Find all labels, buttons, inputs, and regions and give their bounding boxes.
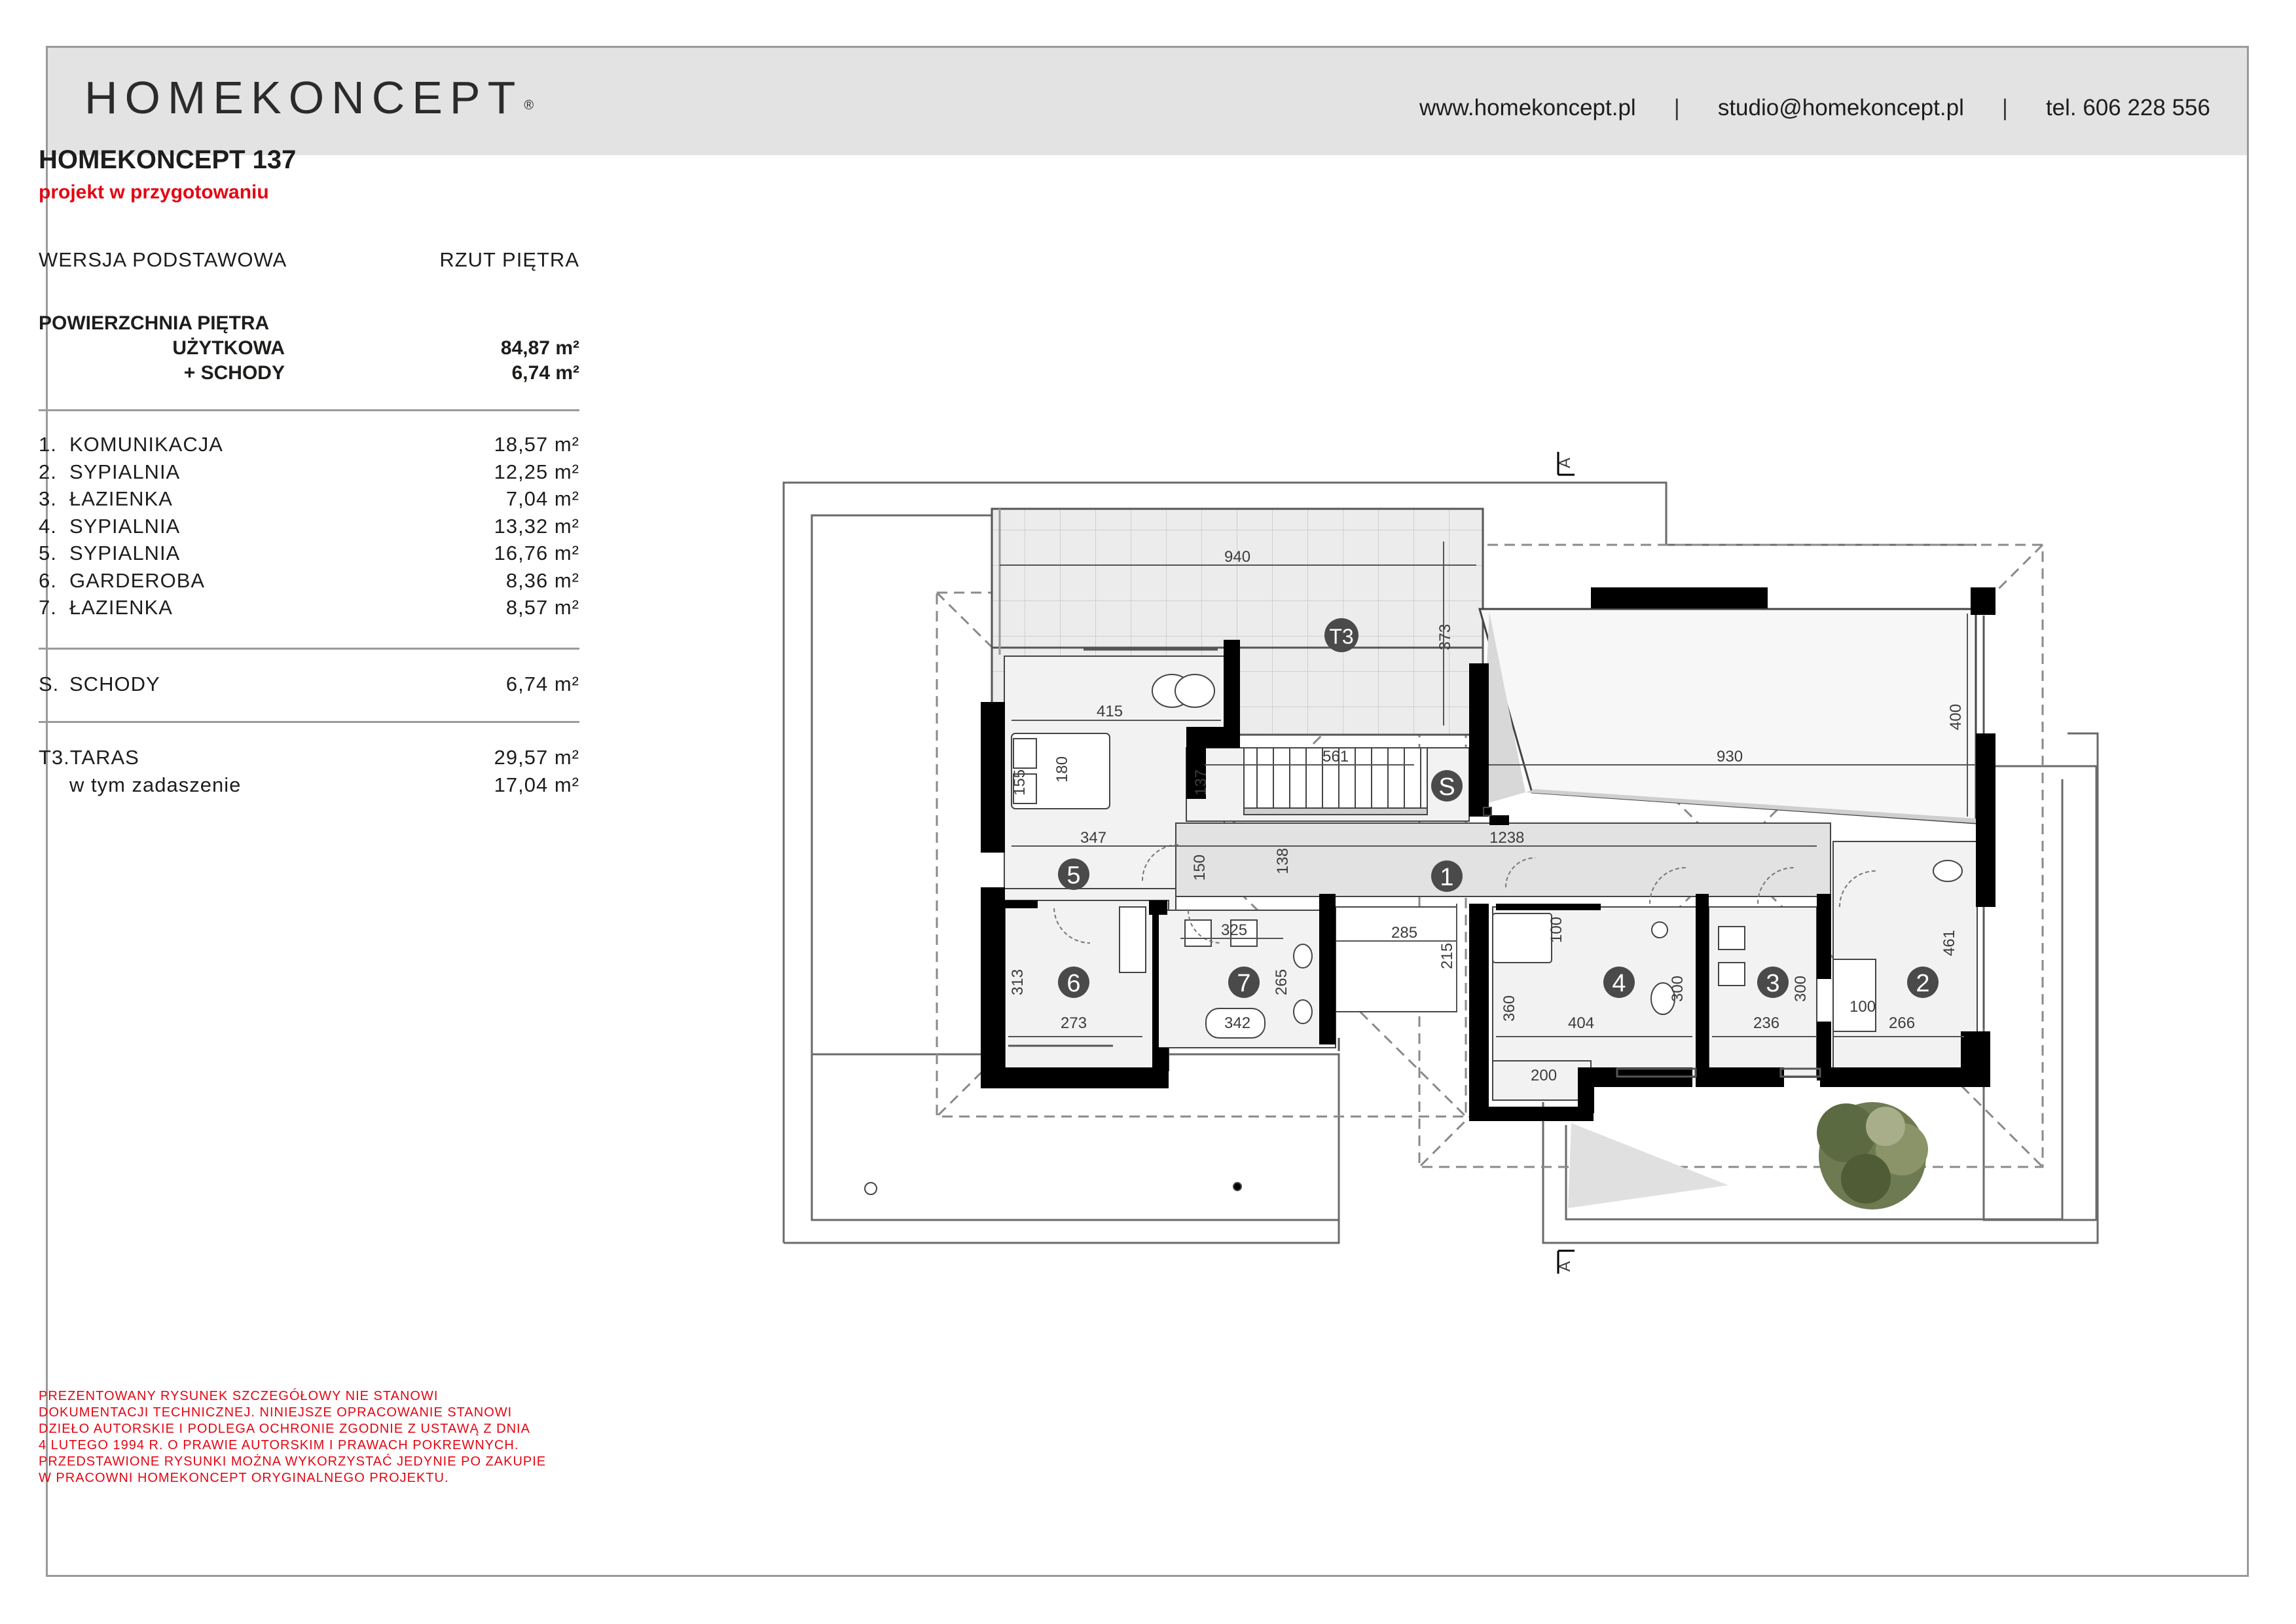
dimension-label: 300 [1792, 975, 1810, 1002]
badge-label: 6 [1066, 970, 1081, 997]
terrace-sub-area: 17,04 m² [494, 773, 579, 796]
room-number: 2. [39, 460, 57, 483]
dimension-label: 137 [1192, 769, 1210, 796]
badge-label: 1 [1440, 864, 1454, 891]
dimension-label: 300 [1669, 975, 1686, 1002]
dimension-label: 1238 [1489, 829, 1525, 847]
room-name: GARDEROBA [69, 568, 206, 592]
room-badge[interactable] [1431, 770, 1463, 802]
dimension-label: 155 [1011, 769, 1029, 796]
terrace-area: 29,57 m² [494, 746, 579, 769]
email-link[interactable]: studio@homekoncept.pl [1717, 95, 1964, 120]
usable-label: UŻYTKOWA [172, 337, 285, 359]
project-title: HOMEKONCEPT 137 [39, 145, 297, 174]
stairs-label: + SCHODY [183, 362, 285, 384]
room-name: ŁAZIENKA [69, 487, 173, 510]
dimension-label: 415 [1097, 703, 1123, 720]
terrace-label: T3.TARAS [39, 746, 139, 769]
badge-label: S [1438, 773, 1455, 801]
badge-label: 5 [1066, 862, 1081, 889]
room-number: 5. [39, 542, 57, 564]
dimension-label: 100 [1548, 916, 1565, 943]
dimension-label: 360 [1501, 995, 1518, 1022]
room-area: 16,76 m² [494, 542, 579, 564]
room-name: SYPIALNIA [69, 514, 181, 538]
room-badge[interactable] [1058, 967, 1089, 998]
room-area: 8,36 m² [505, 568, 579, 592]
dimension-label: 100 [1850, 998, 1876, 1016]
room-badge[interactable] [1058, 858, 1089, 890]
room-number: 4. [39, 514, 57, 538]
dimension-label: 561 [1322, 748, 1349, 766]
badge-label: 2 [1916, 970, 1930, 997]
room-area: 7,04 m² [505, 487, 579, 510]
badge-label: 4 [1612, 970, 1626, 997]
room-number: 7. [39, 596, 57, 619]
usable-value: 84,87 m² [500, 337, 579, 359]
dimension-label: 400 [1947, 703, 1965, 730]
dimension-label: 266 [1889, 1014, 1916, 1032]
registered-mark: ® [524, 98, 534, 113]
room-number: 3. [39, 487, 57, 510]
room-name: ŁAZIENKA [69, 596, 173, 619]
badge-label: T3 [1329, 625, 1354, 648]
dimension-label: 236 [1753, 1014, 1780, 1032]
area-heading: POWIERZCHNIA PIĘTRA [39, 312, 270, 334]
room-badge[interactable] [1431, 860, 1463, 892]
dimension-label: 273 [1061, 1014, 1087, 1032]
dimension-label: 138 [1274, 847, 1292, 874]
room-badge[interactable] [1324, 618, 1358, 652]
section-marker-top [1556, 452, 1575, 475]
dimension-label: 200 [1531, 1067, 1558, 1084]
room-area: 18,57 m² [494, 433, 579, 456]
badge-label: 3 [1766, 970, 1780, 997]
disclaimer-line: PREZENTOWANY RYSUNEK SZCZEGÓŁOWY NIE STANOWI [39, 1389, 439, 1403]
stairs-value: 6,74 m² [511, 362, 579, 384]
dimension-label: 215 [1438, 942, 1456, 969]
dimension-label: 342 [1224, 1014, 1251, 1032]
disclaimer-line: PRZEDSTAWIONE RYSUNKI MOŻNA WYKORZYSTAĆ JEDYNIE PO ZAKUPIE [39, 1454, 547, 1469]
section-label: A [1556, 1261, 1574, 1272]
badge-label: 7 [1237, 970, 1251, 997]
tree-icon [1817, 1102, 1928, 1209]
dimension-label: 313 [1009, 969, 1027, 995]
dimension-label: 285 [1391, 924, 1418, 942]
dimension-label: 373 [1436, 623, 1454, 650]
terrace-sub-label: w tym zadaszenie [69, 773, 242, 796]
disclaimer-line: 4 LUTEGO 1994 R. O PRAWIE AUTORSKIM I PRAWACH POKREWNYCH. [39, 1438, 519, 1452]
dimension-label: 265 [1273, 969, 1290, 995]
room-area: 12,25 m² [494, 460, 579, 483]
dimension-label: 325 [1221, 921, 1248, 939]
room-name: SYPIALNIA [69, 460, 181, 483]
room-number: 1. [39, 433, 57, 456]
section-marker-bottom [1556, 1251, 1575, 1274]
dimension-label: 150 [1191, 854, 1209, 881]
room-area: 13,32 m² [494, 514, 579, 538]
section-label: A [1556, 457, 1574, 468]
room-name: KOMUNIKACJA [69, 433, 223, 456]
dimension-label: 930 [1717, 748, 1743, 766]
phone-link[interactable]: tel. 606 228 556 [2045, 95, 2210, 120]
bed [1493, 913, 1552, 963]
logo-text: HOMEKONCEPT [84, 72, 523, 123]
dimension-label: 404 [1568, 1014, 1595, 1032]
room-number: 6. [39, 568, 57, 592]
website-link[interactable]: www.homekoncept.pl [1419, 95, 1636, 120]
dimension-label: 940 [1224, 548, 1251, 566]
project-status: projekt w przygotowaniu [39, 181, 269, 203]
room-badge[interactable] [1757, 967, 1789, 998]
dimension-label: 180 [1053, 756, 1071, 783]
separator: | [1673, 95, 1680, 120]
room-badge[interactable] [1228, 967, 1260, 998]
view-label: RZUT PIĘTRA [439, 248, 579, 271]
room-area: 6,74 m² [505, 672, 579, 695]
dimension-label: 461 [1941, 929, 1958, 956]
room-name: SCHODY [69, 672, 160, 695]
separator: | [2001, 95, 2008, 120]
room-badge[interactable] [1907, 967, 1939, 998]
version-label: WERSJA PODSTAWOWA [39, 248, 287, 271]
dimension-label: 347 [1080, 829, 1107, 847]
disclaimer-line: W PRACOWNI HOMEKONCEPT ORYGINALNEGO PROJEKTU. [39, 1471, 449, 1485]
room-number: S. [39, 672, 60, 695]
room-badge[interactable] [1603, 967, 1635, 998]
disclaimer-line: DOKUMENTACJI TECHNICZNEJ. NINIEJSZE OPRACOWANIE STANOWI [39, 1405, 513, 1420]
room-area: 8,57 m² [505, 596, 579, 619]
room-name: SYPIALNIA [69, 542, 181, 564]
disclaimer-line: DZIEŁO AUTORSKIE I PODLEGA OCHRONIE ZGODNIE Z USTAWĄ Z DNIA [39, 1422, 530, 1436]
